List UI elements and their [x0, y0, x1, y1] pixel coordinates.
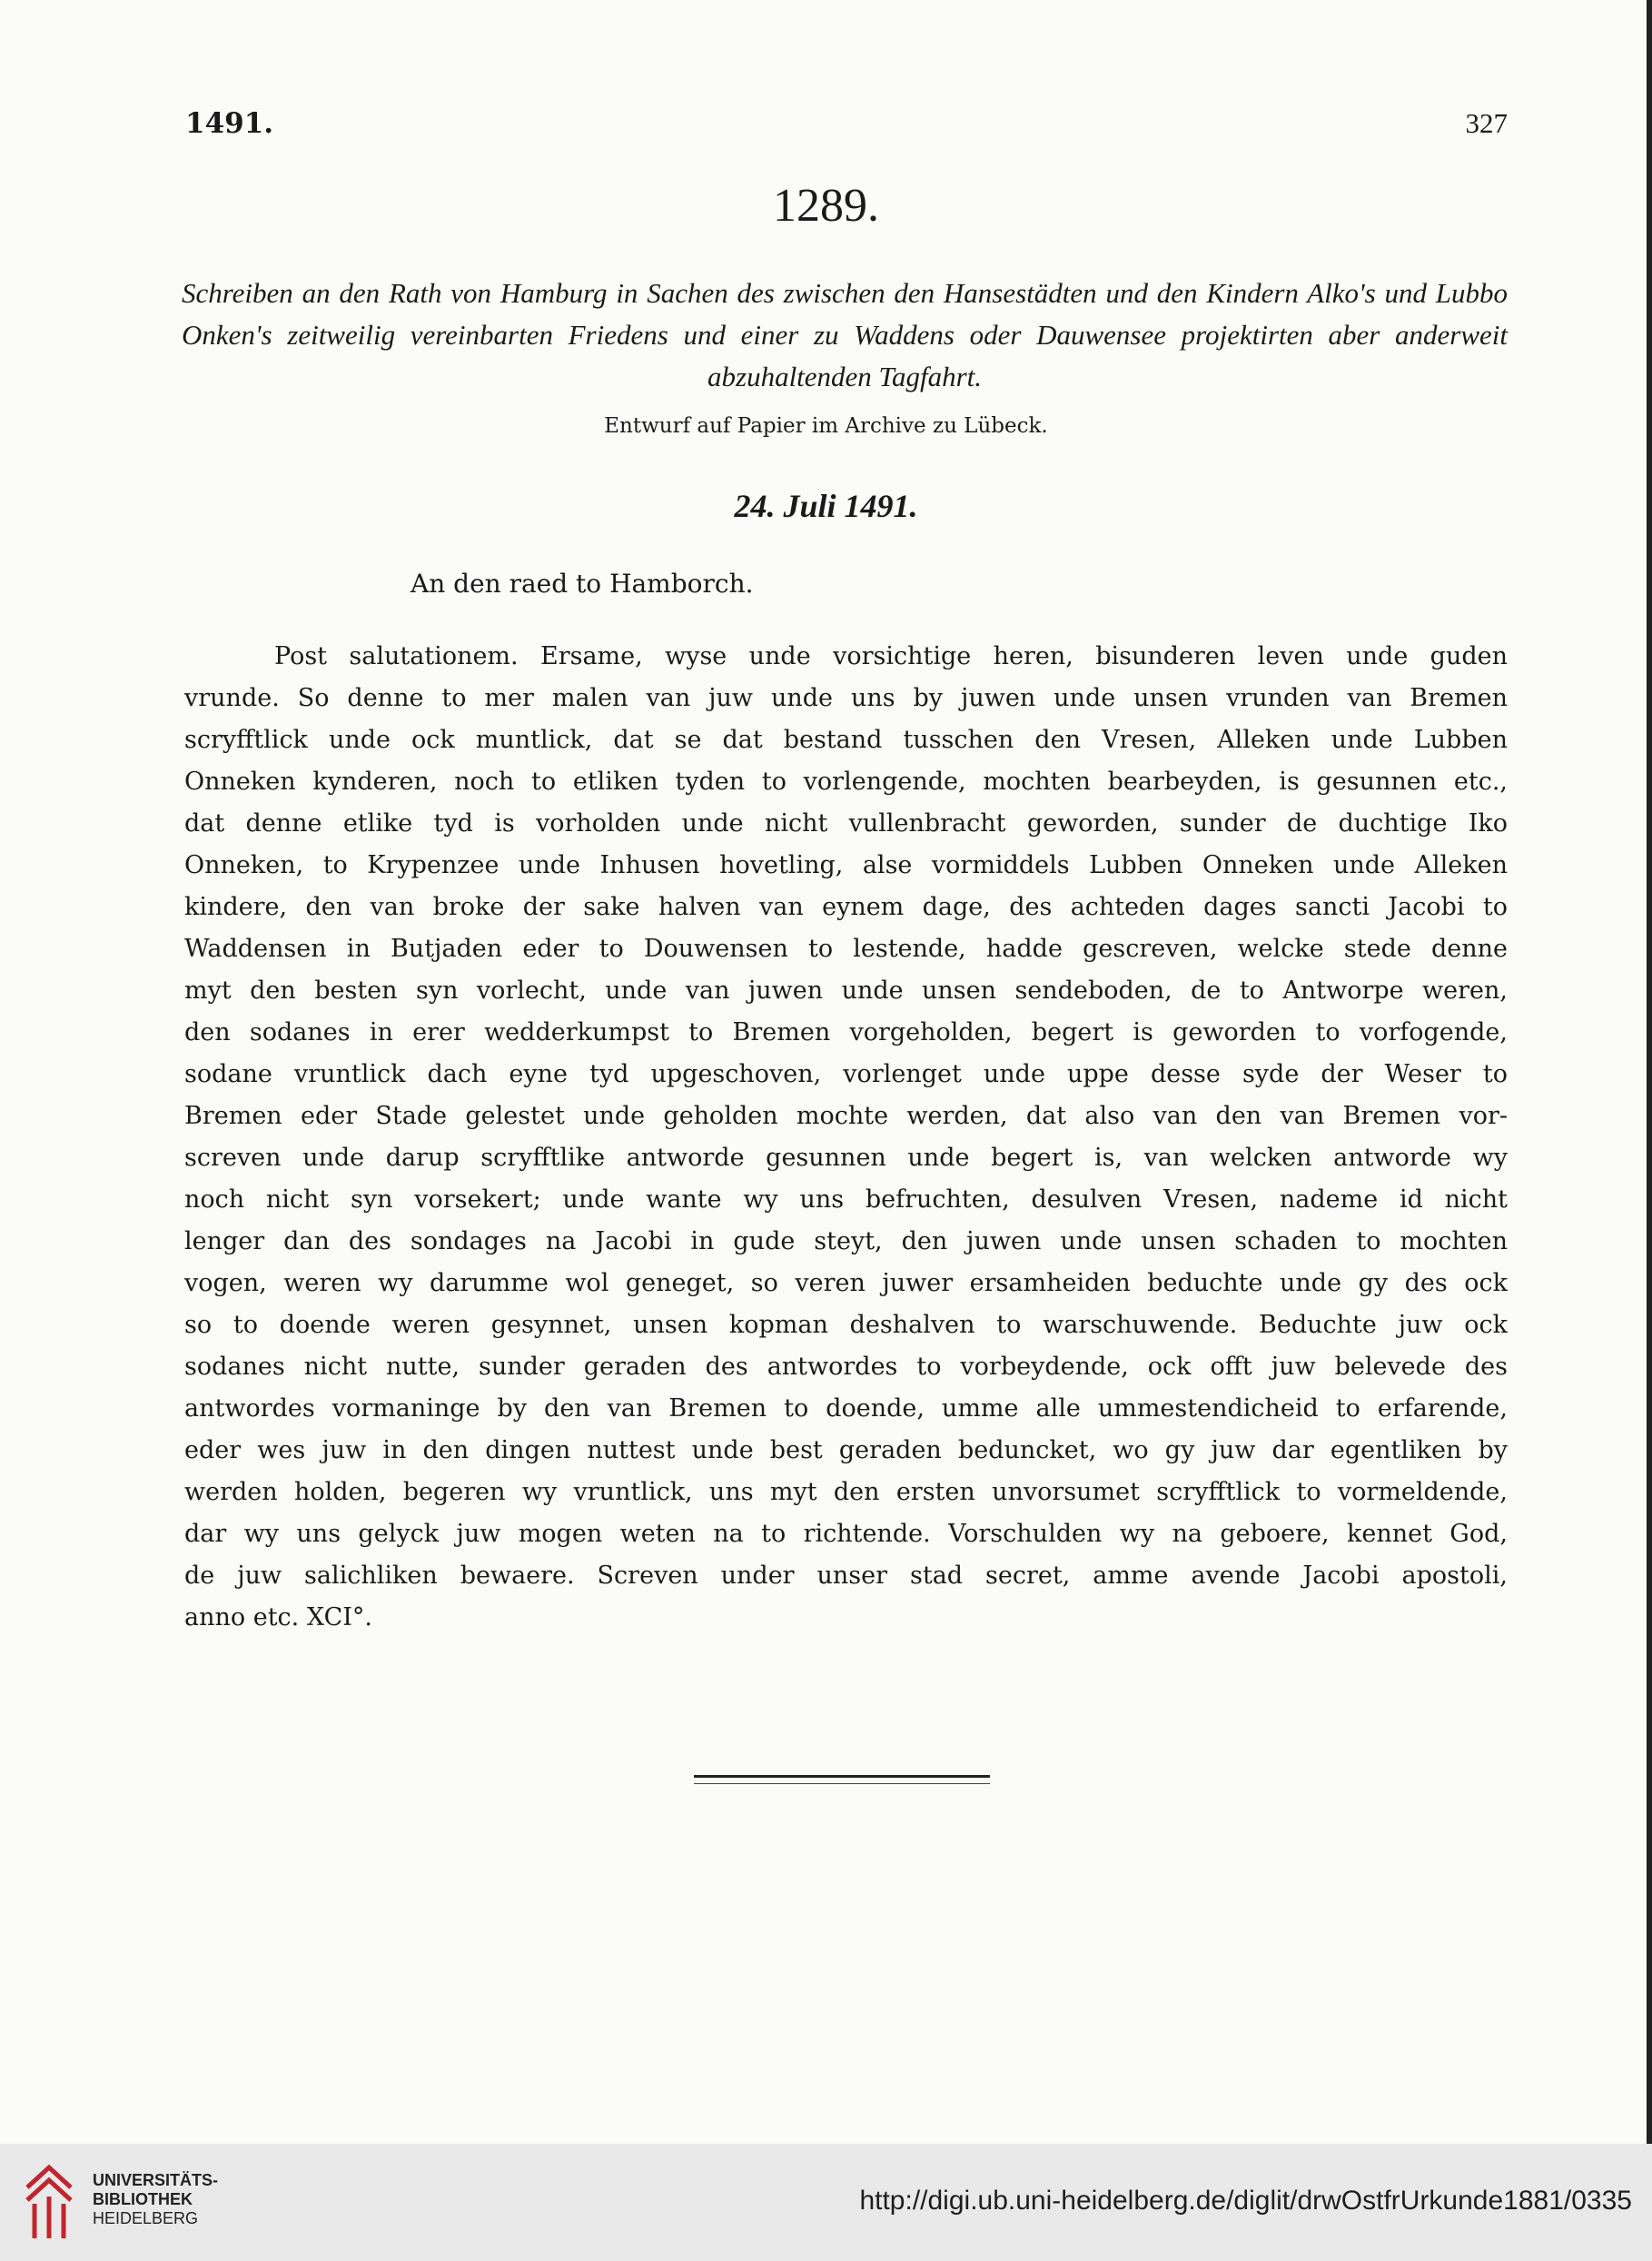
document-date: 24. Juli 1491. [734, 488, 918, 524]
body-line: vrunde. So denne to mer malen van juw unde uns by juwen unde unsen vrunden van Bremen [184, 684, 1508, 712]
body-line: Waddensen in Butjaden eder to Douwensen to lestende, hadde gescreven, welcke stede denne [184, 935, 1508, 963]
body-line: Bremen eder Stade gelestet unde geholden mochte werden, dat also van den van Bremen vor- [184, 1102, 1508, 1130]
body-line: noch nicht syn vorsekert; unde wante wy uns befruchten, desulven Vresen, nademe id nicht [184, 1185, 1508, 1214]
logo-line: BIBLIOTHEK [93, 2190, 193, 2208]
body-line: dat denne etlike tyd is vorholden unde nicht vullenbracht geworden, sunder de duchtige Iko [184, 809, 1508, 838]
body-line: dar wy uns gelyck juw mogen weten na to richtende. Vorschulden wy na geboere, kennet God, [184, 1520, 1508, 1548]
letter-body [184, 636, 1508, 1639]
body-line: den sodanes in erer wedderkumpst to Bremen vorgeholden, begert is geworden to vorfogende, [184, 1018, 1508, 1046]
regest-summary: Schreiben an den Rath von Hamburg in Sachen des zwischen den Hansestädten und den Kindern Alko's und Lubbo Onken's zeitweilig vereinbarten Friedens und einer zu Waddens oder Dauwensee projektirten aber anderweit abzuhaltenden Tagfahrt. [182, 277, 1508, 392]
source-note: Entwurf auf Papier im Archive zu Lübeck. [604, 414, 1048, 438]
body-line: sodanes nicht nutte, sunder geraden des antwordes to vorbeydende, ock offt juw belevede des [184, 1353, 1508, 1381]
body-line: kindere, den van broke der sake halven van eynem dage, des achteden dages sancti Jacobi to [184, 893, 1508, 921]
body-line: werden holden, begeren wy vruntlick, uns myt den ersten unvorsumet scryfftlick to vormeldende, [184, 1478, 1508, 1506]
body-line: scryfftlick unde ock muntlick, dat se dat bestand tusschen den Vresen, Alleken unde Lubben [184, 726, 1508, 754]
body-line: anno etc. XCI°. [184, 1603, 372, 1631]
body-line: Post salutationem. Ersame, wyse unde vorsichtige heren, bisunderen leven unde guden [274, 642, 1508, 670]
body-line: vogen, weren wy darumme wol geneget, so veren juwer ersamheiden beduchte unde gy des ock [184, 1269, 1508, 1297]
body-line: Onneken kynderen, noch to etliken tyden to vorlengende, mochten bearbeyden, is gesunnen etc., [184, 768, 1508, 796]
library-logo-text [93, 2171, 218, 2228]
body-line: so to doende weren gesynnet, unsen kopman deshalven to warschuwende. Beduchte juw ock [184, 1311, 1508, 1339]
body-line: Onneken, to Krypenzee unde Inhusen hovetling, alse vormiddels Lubben Onneken unde Alleken [184, 851, 1508, 879]
running-head-year: 1491. [185, 107, 274, 140]
scan-edge [1647, 0, 1652, 2144]
running-head [185, 107, 1508, 144]
page-number: 327 [1465, 107, 1508, 139]
end-rule [694, 1775, 990, 1784]
permalink-url[interactable]: http://digi.ub.uni-heidelberg.de/diglit/drwOstfrUrkunde1881/0335 [859, 2186, 1632, 2216]
body-line: sodane vruntlick dach eyne tyd upgeschoven, vorlenget unde uppe desse syde der Weser to [184, 1060, 1508, 1088]
letter-address: An den raed to Hamborch. [411, 569, 754, 599]
document-number: 1289. [773, 180, 879, 232]
library-logo-icon [22, 2160, 76, 2244]
body-line: screven unde darup scryfftlike antworde gesunnen unde begert is, van welcken antworde wy [184, 1144, 1508, 1172]
body-line: antwordes vormaninge by den van Bremen to doende, umme alle ummestendicheid to erfarende, [184, 1394, 1508, 1423]
logo-line: HEIDELBERG [93, 2209, 199, 2227]
body-line: lenger dan des sondages na Jacobi in gude steyt, den juwen unde unsen schaden to mochten [184, 1227, 1508, 1255]
body-line: de juw salichliken bewaere. Screven under unser stad secret, amme avende Jacobi apostoli, [184, 1562, 1508, 1590]
logo-line: UNIVERSITÄTS- [93, 2171, 219, 2189]
body-line: eder wes juw in den dingen nuttest unde best geraden beduncket, wo gy juw dar egentliken by [184, 1436, 1508, 1464]
body-line: myt den besten syn vorlecht, unde van juwen unde unsen sendeboden, de to Antworpe weren, [184, 977, 1508, 1005]
viewer-footer [0, 2144, 1652, 2261]
